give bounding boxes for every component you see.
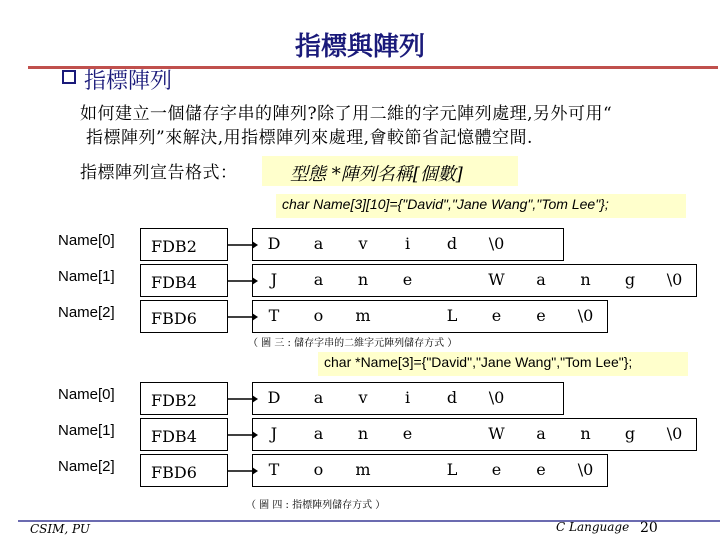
- char-cell: n: [357, 424, 369, 443]
- declaration-label: 指標陣列宣告格式：: [80, 163, 238, 183]
- figure-3-caption: （ 圖 三 : 儲存字串的二維字元陣列儲存方式 ）: [248, 338, 458, 349]
- char-cell: T: [268, 306, 280, 325]
- address-box: FBD6: [140, 454, 228, 487]
- char-cell: d: [446, 234, 458, 253]
- char-cell: [519, 228, 563, 260]
- char-cell: W: [488, 424, 505, 443]
- address-box: FDB2: [140, 228, 228, 261]
- char-cell: v: [358, 234, 368, 253]
- char-cell: L: [446, 460, 458, 479]
- char-cell: m: [355, 306, 371, 325]
- char-cell: i: [404, 388, 411, 407]
- footer-center: C Language: [556, 520, 630, 534]
- char-cell: e: [536, 460, 546, 479]
- char-cell: e: [491, 306, 502, 325]
- intro-paragraph: [80, 102, 700, 150]
- address-box: FDB4: [140, 264, 228, 297]
- char-cell: J: [270, 424, 278, 443]
- char-cell: n: [580, 424, 591, 443]
- char-cell: L: [446, 306, 458, 325]
- char-cell: \0: [666, 424, 683, 443]
- char-cell: a: [536, 270, 546, 289]
- char-cell: a: [313, 388, 324, 407]
- char-cell: [653, 228, 697, 260]
- char-cell: \0: [577, 306, 594, 325]
- char-cell: d: [446, 388, 458, 407]
- char-cell: T: [268, 460, 280, 479]
- row-name-label: Name[1]: [58, 268, 115, 285]
- char-cell: e: [491, 460, 502, 479]
- row-name-label: Name[2]: [58, 304, 115, 321]
- char-cell: [386, 300, 430, 332]
- char-cell: [564, 228, 608, 260]
- char-cell: e: [402, 270, 413, 289]
- char-cell: [430, 418, 474, 450]
- char-cell: D: [267, 234, 281, 253]
- char-cell: [653, 300, 697, 332]
- char-cell: [386, 454, 430, 486]
- char-cell: n: [357, 270, 369, 289]
- char-cell: [608, 300, 652, 332]
- page-number: 20: [640, 520, 658, 536]
- para-line-1: 如何建立一個儲存字串的陣列?除了用二維的字元陣列處理,另外可用“: [80, 104, 613, 124]
- char-cell: D: [267, 388, 281, 407]
- char-cell: g: [624, 424, 636, 443]
- row-name-label: Name[2]: [58, 458, 115, 475]
- row-name-label: Name[1]: [58, 422, 115, 439]
- char-cell: [430, 264, 474, 296]
- char-cell: \0: [577, 460, 594, 479]
- bullet-heading: 指標陣列: [84, 69, 173, 94]
- char-cell: o: [313, 306, 324, 325]
- char-cell: m: [355, 460, 371, 479]
- char-cell: \0: [666, 270, 683, 289]
- char-cell: a: [313, 424, 324, 443]
- char-cell: e: [402, 424, 413, 443]
- declaration-format: 型態 *陣列名稱[個數]: [262, 156, 518, 186]
- char-cell: \0: [488, 388, 505, 407]
- row-name-label: Name[0]: [58, 386, 115, 403]
- code-pointer-array: char *Name[3]={"David","Jane Wang","Tom Lee"};: [318, 352, 688, 376]
- char-cell: [608, 228, 652, 260]
- char-cell: g: [624, 270, 636, 289]
- figure-4-caption: （ 圖 四 : 指標陣列儲存方式 ）: [246, 500, 386, 511]
- char-cell: a: [536, 424, 546, 443]
- footer-left: CSIM, PU: [30, 522, 91, 536]
- char-cell: i: [404, 234, 411, 253]
- page-title: 指標與陣列: [294, 32, 425, 62]
- para-line-2: 指標陣列”來解決,用指標陣列來處理,會較節省記憶體空間.: [86, 128, 533, 148]
- char-cell: J: [270, 270, 278, 289]
- char-cell: n: [580, 270, 591, 289]
- checkbox-bullet-icon: [62, 70, 76, 84]
- char-cell: v: [358, 388, 368, 407]
- address-box: FDB4: [140, 418, 228, 451]
- row-name-label: Name[0]: [58, 232, 115, 249]
- char-cell: a: [313, 270, 324, 289]
- char-cell: o: [313, 460, 324, 479]
- char-cell: e: [536, 306, 546, 325]
- char-cell: W: [488, 270, 505, 289]
- address-box: FDB2: [140, 382, 228, 415]
- code-2d-array: char Name[3][10]={"David","Jane Wang","Tom Lee"};: [276, 194, 686, 218]
- address-box: FBD6: [140, 300, 228, 333]
- char-cell: a: [313, 234, 324, 253]
- char-cell: \0: [488, 234, 505, 253]
